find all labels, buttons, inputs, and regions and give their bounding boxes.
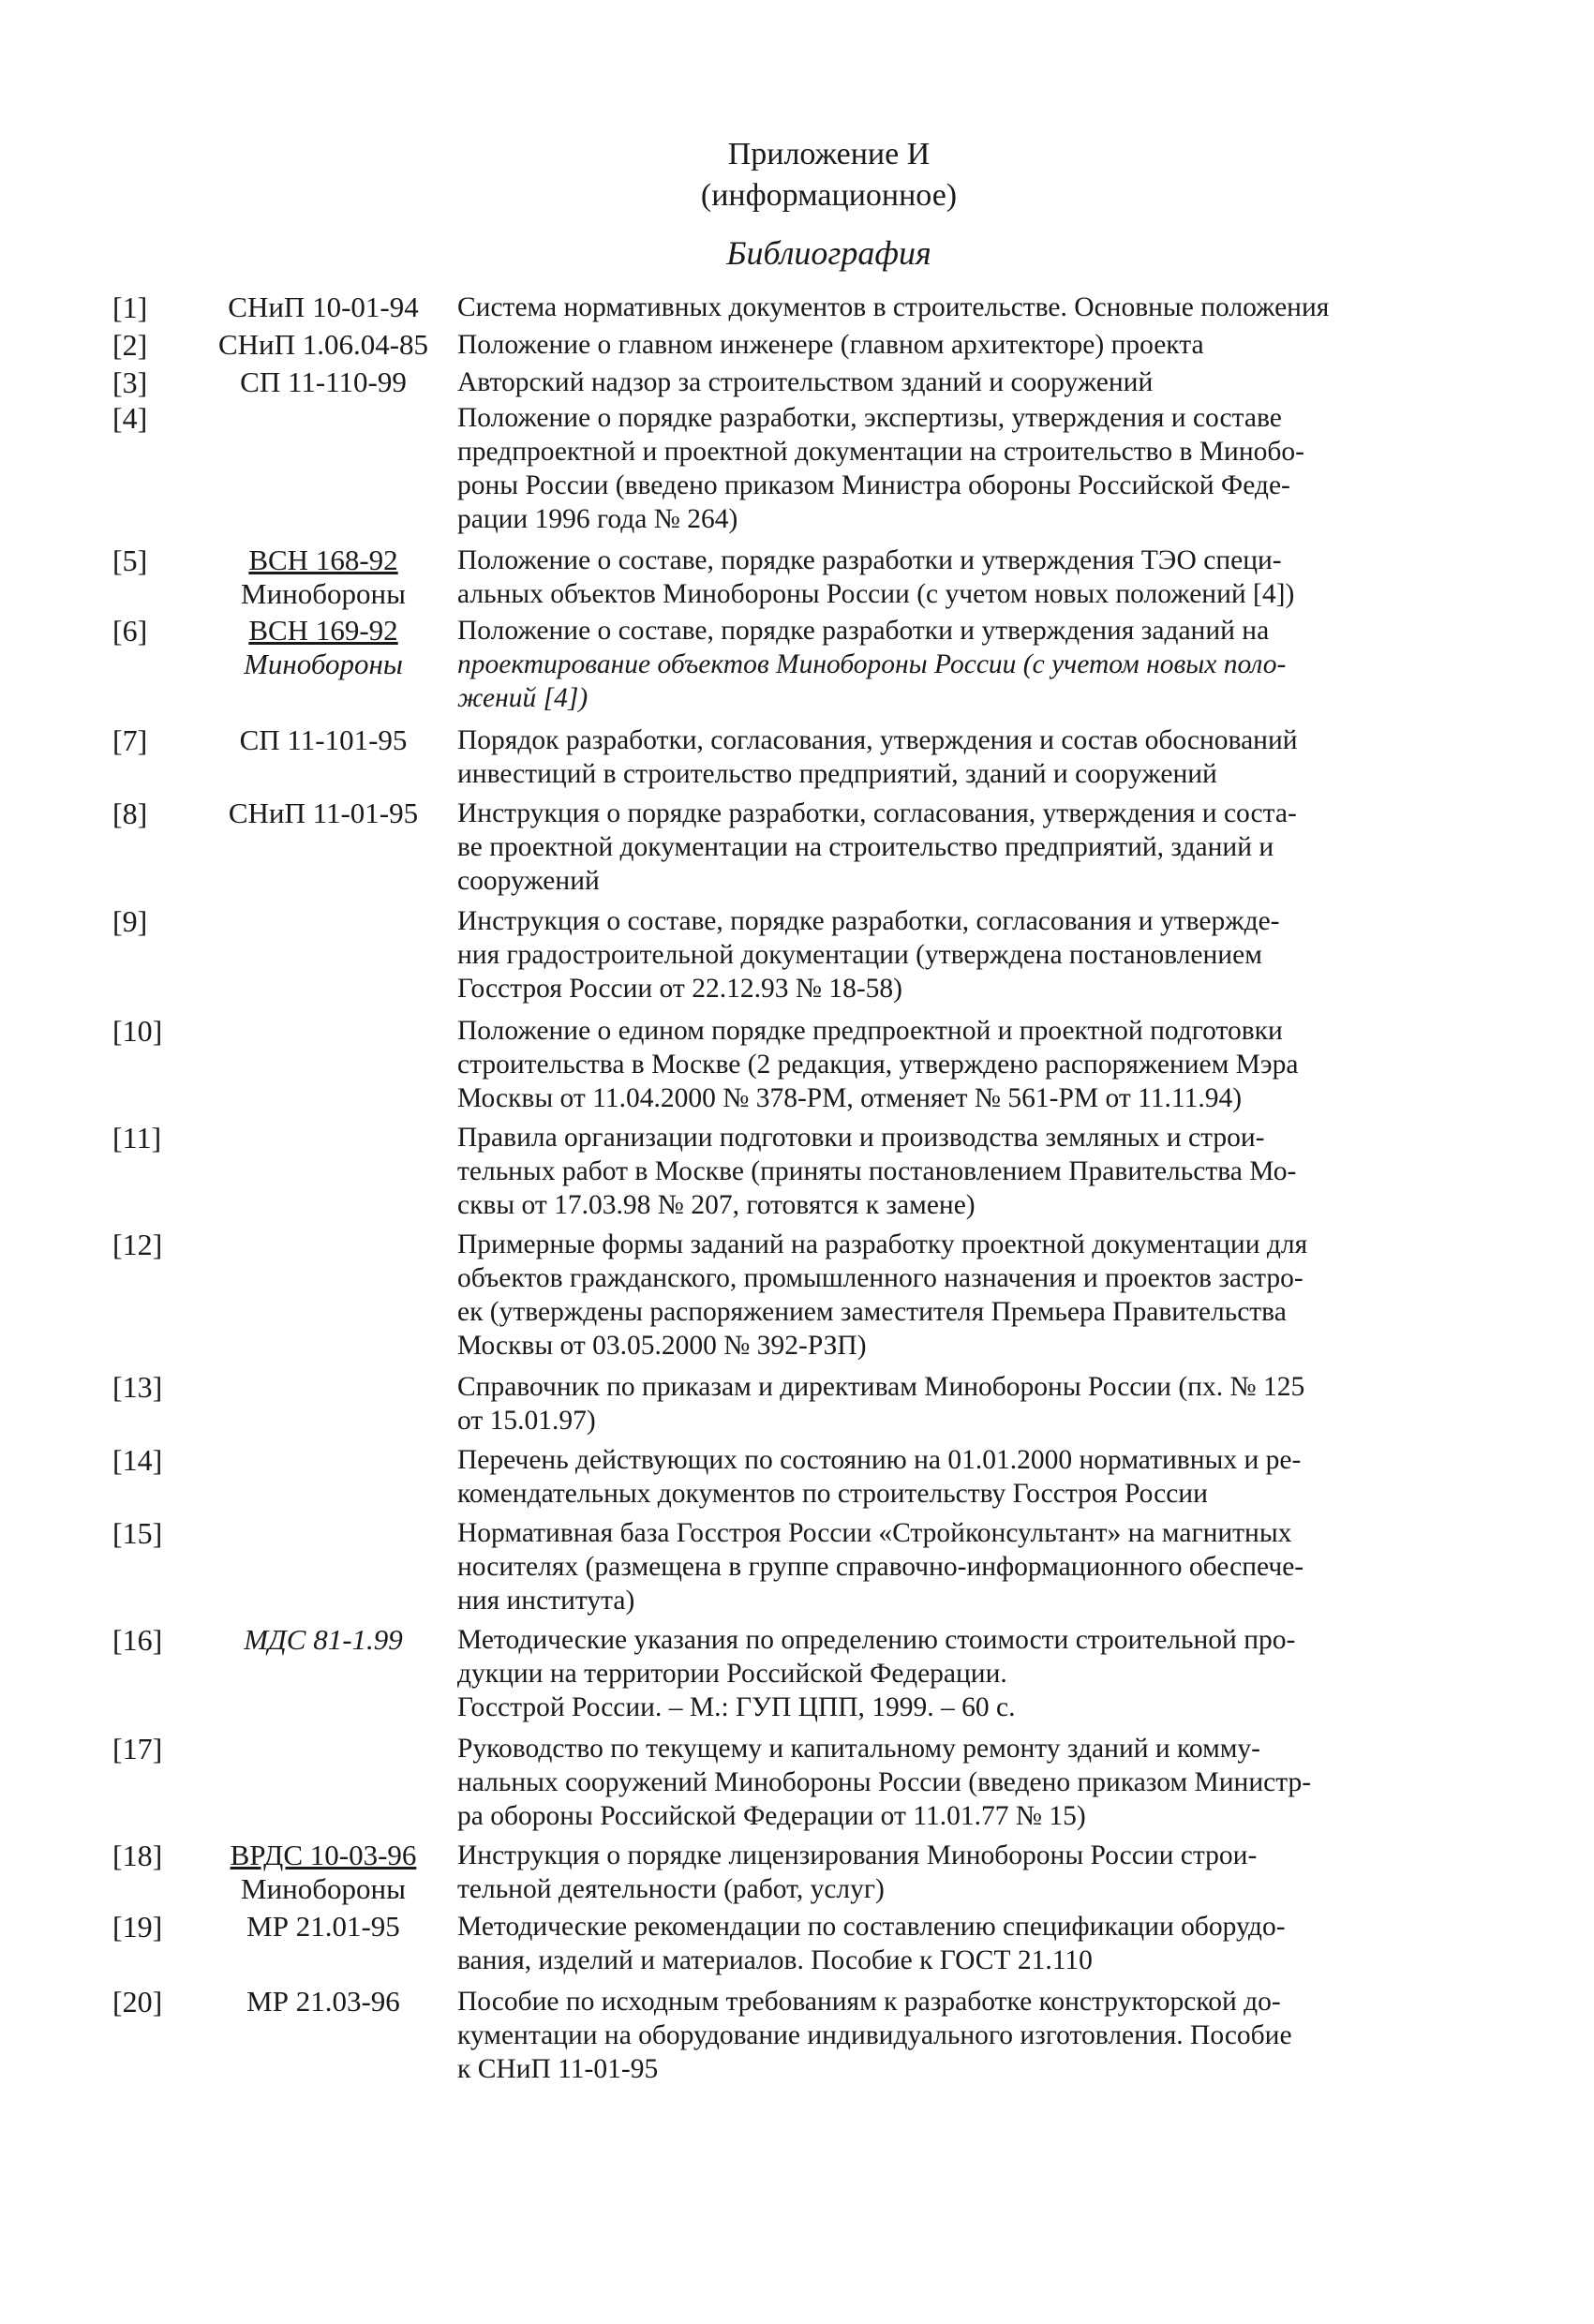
entry-line: проектирование объектов Минобороны России (с учетом новых поло- xyxy=(457,649,1287,679)
entry-text xyxy=(457,723,1533,791)
entry-line: объектов гражданского, промышленного назначения и проектов застро- xyxy=(457,1263,1304,1293)
entry-code xyxy=(187,723,459,757)
entry-text xyxy=(457,904,1533,1006)
entry-code-text: ВСН 168-92 xyxy=(248,544,398,576)
entry-line: ния института) xyxy=(457,1586,635,1616)
entry-line: Правила организации подготовки и производства земляных и строи- xyxy=(457,1123,1265,1153)
entry-text xyxy=(457,290,1533,324)
entry-code-text: МР 21.03-96 xyxy=(246,1985,400,2018)
entry-line: Методические указания по определению стоимости строительной про- xyxy=(457,1625,1296,1655)
entry-code xyxy=(187,544,459,611)
entry-code-text: МДС 81-1.99 xyxy=(244,1623,403,1656)
entry-number: [12] xyxy=(112,1228,163,1261)
entry-line: к СНиП 11-01-95 xyxy=(457,2054,659,2084)
entry-line: строительства в Москве (2 редакция, утверждено распоряжением Мэра xyxy=(457,1050,1299,1080)
appendix-subtitle: (информационное) xyxy=(700,178,958,213)
entry-line: альных объектов Минобороны России (с учетом новых положений [4]) xyxy=(457,579,1295,609)
entry-number: [9] xyxy=(112,904,148,938)
entry-line: ния градостроительной документации (утверждена постановлением xyxy=(457,940,1262,970)
entry-text xyxy=(457,544,1533,611)
entry-number: [14] xyxy=(112,1443,163,1477)
entry-number: [18] xyxy=(112,1839,163,1872)
entry-text xyxy=(457,1516,1533,1617)
entry-text xyxy=(457,797,1533,898)
entry-code-text: ВСН 169-92 xyxy=(248,614,398,647)
entry-text xyxy=(457,1623,1533,1724)
entry-line: Перечень действующих по состоянию на 01.01.2000 нормативных и ре- xyxy=(457,1445,1302,1475)
entry-code-agency: Минобороны xyxy=(241,1872,406,1905)
entry-number: [13] xyxy=(112,1370,163,1404)
entry-text xyxy=(457,1228,1533,1363)
entry-line: роны России (введено приказом Министра обороны Российской Феде- xyxy=(457,470,1290,500)
entry-line: дукции на территории Российской Федерации. xyxy=(457,1659,1007,1689)
entry-line: ек (утверждены распоряжением заместителя Премьера Правительства xyxy=(457,1297,1287,1327)
entry-line: комендательных документов по строительству Госстроя России xyxy=(457,1479,1208,1509)
entry-code xyxy=(187,1623,459,1657)
entry-line: Руководство по текущему и капитальному ремонту зданий и комму- xyxy=(457,1734,1260,1764)
entry-line: Положение о составе, порядке разработки и утверждения заданий на xyxy=(457,616,1270,646)
entry-number: [15] xyxy=(112,1516,163,1550)
entry-line: Порядок разработки, согласования, утверждения и состав обоснований xyxy=(457,725,1298,755)
entry-line: Госстрой России. – М.: ГУП ЦПП, 1999. – 60 с. xyxy=(457,1692,1016,1722)
entry-text xyxy=(457,365,1533,399)
entry-line: Положение о едином порядке предпроектной и проектной подготовки xyxy=(457,1016,1283,1046)
entry-code-text: ВРДС 10-03-96 xyxy=(230,1839,417,1871)
entry-number: [4] xyxy=(112,401,148,435)
entry-line: Справочник по приказам и директивам Минобороны России (пх. № 125 xyxy=(457,1372,1305,1402)
entry-line: от 15.01.97) xyxy=(457,1406,596,1436)
entry-line: Положение о составе, порядке разработки и утверждения ТЭО специ- xyxy=(457,545,1282,575)
entry-code xyxy=(187,328,459,362)
entry-line: тельных работ в Москве (приняты постановлением Правительства Мо- xyxy=(457,1156,1297,1186)
entry-code-agency: Минобороны xyxy=(241,577,406,610)
entry-text xyxy=(457,1839,1533,1906)
entry-line: Система нормативных документов в строительстве. Основные положения xyxy=(457,292,1330,322)
entry-text xyxy=(457,614,1533,715)
entry-text xyxy=(457,1985,1533,2086)
entry-text xyxy=(457,1910,1533,1977)
entry-code-text: СП 11-101-95 xyxy=(239,723,408,756)
entry-code xyxy=(187,614,459,681)
entry-line: Инструкция о составе, порядке разработки, согласования и утвержде- xyxy=(457,906,1280,936)
entry-line: сквы от 17.03.98 № 207, готовятся к замене) xyxy=(457,1190,976,1220)
entry-line: инвестиций в строительство предприятий, зданий и сооружений xyxy=(457,759,1217,789)
entry-number: [10] xyxy=(112,1014,163,1048)
entry-number: [19] xyxy=(112,1910,163,1944)
entry-number: [17] xyxy=(112,1732,163,1765)
entry-number: [6] xyxy=(112,614,148,648)
entry-line: сооружений xyxy=(457,866,600,896)
entry-code xyxy=(187,290,459,324)
entry-code xyxy=(187,1839,459,1906)
entry-text xyxy=(457,1443,1533,1511)
entry-text xyxy=(457,1732,1533,1833)
entry-line: рации 1996 года № 264) xyxy=(457,504,738,534)
appendix-title: Приложение И xyxy=(727,137,931,171)
entry-line: Методические рекомендации по составлению спецификации оборудо- xyxy=(457,1912,1286,1942)
entry-text xyxy=(457,1121,1533,1222)
entry-code-text: МР 21.01-95 xyxy=(246,1910,400,1943)
entry-text xyxy=(457,1014,1533,1115)
entry-code-text: СНиП 11-01-95 xyxy=(228,797,419,829)
entry-line: Положение о главном инженере (главном архитекторе) проекта xyxy=(457,330,1204,360)
entry-line: Инструкция о порядке разработки, согласования, утверждения и соста- xyxy=(457,798,1297,828)
entry-line: Примерные формы заданий на разработку проектной документации для xyxy=(457,1229,1308,1259)
entry-code xyxy=(187,1910,459,1944)
entry-code-text: СНиП 10-01-94 xyxy=(228,290,419,323)
entry-number: [11] xyxy=(112,1121,162,1155)
entry-number: [7] xyxy=(112,723,148,757)
entry-number: [2] xyxy=(112,328,148,362)
entry-number: [1] xyxy=(112,290,148,324)
entry-code-agency: Минобороны xyxy=(244,648,403,680)
entry-text xyxy=(457,328,1533,362)
entry-code xyxy=(187,1985,459,2019)
bibliography-title: Библиография xyxy=(726,234,931,272)
entry-line: нальных сооружений Минобороны России (введено приказом Министр- xyxy=(457,1767,1312,1797)
entry-code-text: СП 11-110-99 xyxy=(240,365,407,398)
entry-line: ра обороны Российской Федерации от 11.01.77 № 15) xyxy=(457,1801,1086,1831)
entry-line: Нормативная база Госстроя России «Стройконсультант» на магнитных xyxy=(457,1518,1292,1548)
entry-number: [5] xyxy=(112,544,148,577)
entry-line: Москвы от 03.05.2000 № 392-РЗП) xyxy=(457,1331,867,1361)
entry-line: кументации на оборудование индивидуального изготовления. Пособие xyxy=(457,2020,1292,2050)
entry-number: [3] xyxy=(112,365,148,399)
entry-line: жений [4]) xyxy=(457,683,588,713)
entry-code-text: СНиП 1.06.04-85 xyxy=(217,328,429,361)
entry-line: вания, изделий и материалов. Пособие к ГОСТ 21.110 xyxy=(457,1945,1093,1975)
entry-line: Госстроя России от 22.12.93 № 18-58) xyxy=(457,974,902,1004)
entry-line: носителях (размещена в группе справочно-информационного обеспече- xyxy=(457,1552,1304,1582)
entry-number: [20] xyxy=(112,1985,163,2019)
entry-text xyxy=(457,401,1533,536)
entry-line: Положение о порядке разработки, экспертизы, утверждения и составе xyxy=(457,403,1282,433)
entry-number: [16] xyxy=(112,1623,163,1657)
entry-line: Инструкция о порядке лицензирования Минобороны России строи- xyxy=(457,1840,1258,1870)
entry-line: Москвы от 11.04.2000 № 378-РМ, отменяет № 561-РМ от 11.11.94) xyxy=(457,1083,1243,1113)
entry-code xyxy=(187,797,459,830)
entry-line: Авторский надзор за строительством зданий и сооружений xyxy=(457,367,1154,397)
entry-line: предпроектной и проектной документации на строительство в Минобо- xyxy=(457,437,1304,467)
entry-line: Пособие по исходным требованиям к разработке конструкторской до- xyxy=(457,1987,1281,2017)
entry-line: тельной деятельности (работ, услуг) xyxy=(457,1874,885,1904)
entry-number: [8] xyxy=(112,797,148,830)
entry-line: ве проектной документации на строительство предприятий, зданий и xyxy=(457,832,1274,862)
entry-text xyxy=(457,1370,1533,1438)
entry-code xyxy=(187,365,459,399)
